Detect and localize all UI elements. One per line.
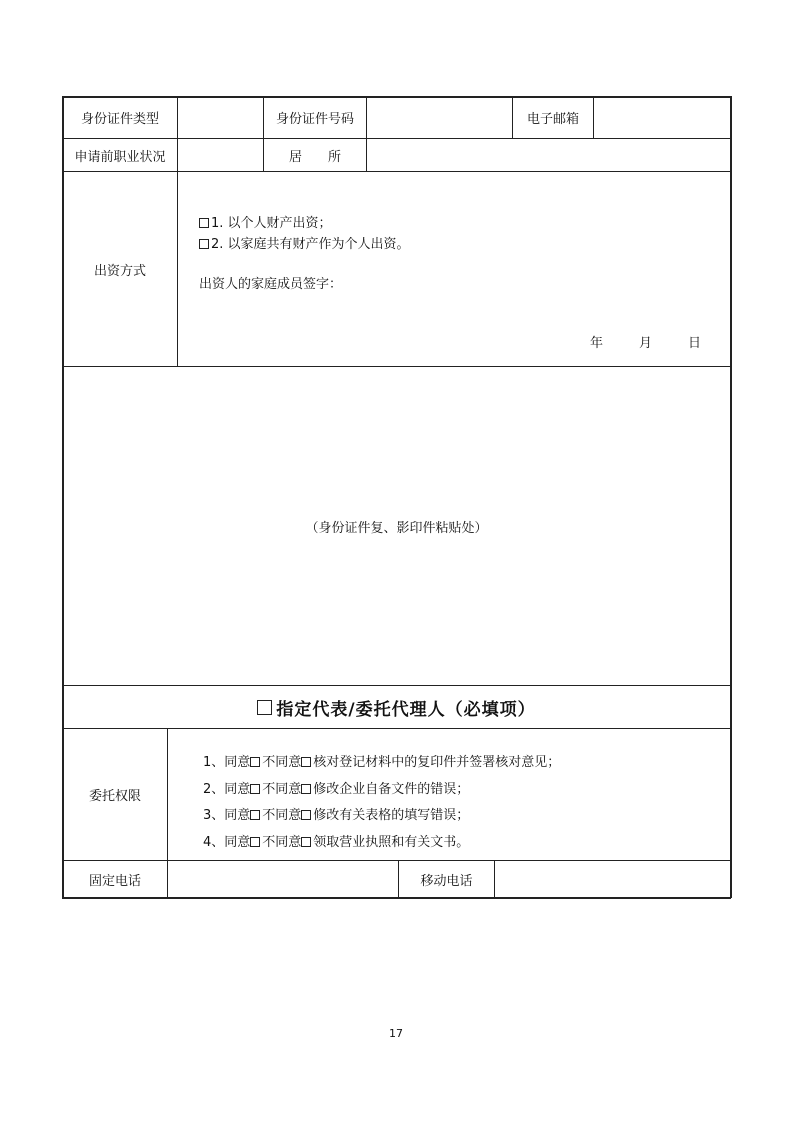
mobile-phone-field[interactable] bbox=[495, 861, 730, 897]
agree-label: 2、同意 bbox=[203, 782, 251, 797]
option-1-checkbox[interactable] bbox=[199, 218, 209, 228]
table-bottom-border bbox=[62, 897, 731, 899]
residence-label: 居 所 bbox=[288, 149, 341, 165]
col-divider bbox=[177, 171, 178, 366]
option-2-checkbox[interactable] bbox=[199, 239, 209, 249]
agree-checkbox[interactable] bbox=[250, 810, 260, 820]
authority-item-1 bbox=[203, 751, 560, 770]
fixed-phone-field[interactable] bbox=[168, 861, 398, 897]
representative-checkbox[interactable] bbox=[257, 700, 272, 715]
investment-option-1[interactable] bbox=[199, 212, 332, 231]
authority-text: 核对登记材料中的复印件并签署核对意见； bbox=[313, 755, 561, 770]
disagree-label: 不同意 bbox=[262, 755, 302, 770]
authority-item-3 bbox=[203, 804, 469, 823]
authority-text: 领取营业执照和有关文书。 bbox=[313, 835, 470, 850]
agree-checkbox[interactable] bbox=[250, 784, 260, 794]
disagree-checkbox[interactable] bbox=[301, 757, 311, 767]
id-copy-paste-area: （身份证件复、影印件粘贴处） bbox=[305, 520, 488, 536]
occupation-field[interactable] bbox=[178, 139, 263, 171]
investment-option-2[interactable] bbox=[199, 233, 410, 252]
agree-checkbox[interactable] bbox=[250, 837, 260, 847]
email-field[interactable] bbox=[594, 97, 730, 138]
option-1-text: 1. 以个人财产出资； bbox=[211, 216, 332, 231]
disagree-label: 不同意 bbox=[262, 782, 302, 797]
id-number-label: 身份证件号码 bbox=[275, 112, 354, 127]
representative-title-text: 指定代表/委托代理人（必填项） bbox=[276, 699, 536, 720]
agree-label: 4、同意 bbox=[203, 835, 251, 850]
date-day-label: 日 bbox=[688, 336, 702, 351]
family-signature-label: 出资人的家庭成员签字： bbox=[199, 277, 343, 292]
email-label: 电子邮箱 bbox=[526, 112, 579, 127]
disagree-label: 不同意 bbox=[262, 808, 302, 823]
agree-label: 3、同意 bbox=[203, 808, 251, 823]
residence-field[interactable] bbox=[367, 139, 730, 171]
id-type-label: 身份证件类型 bbox=[80, 112, 159, 127]
page-number: 17 bbox=[389, 1027, 403, 1040]
representative-section-title bbox=[63, 686, 730, 728]
authority-text: 修改有关表格的填写错误； bbox=[313, 808, 470, 823]
disagree-checkbox[interactable] bbox=[301, 810, 311, 820]
disagree-checkbox[interactable] bbox=[301, 837, 311, 847]
id-number-field[interactable] bbox=[367, 97, 512, 138]
fixed-phone-label: 固定电话 bbox=[88, 873, 141, 889]
authority-label: 委托权限 bbox=[88, 789, 141, 804]
id-type-field[interactable] bbox=[178, 97, 263, 138]
disagree-checkbox[interactable] bbox=[301, 784, 311, 794]
table-right-border bbox=[730, 96, 732, 898]
agree-checkbox[interactable] bbox=[250, 757, 260, 767]
agree-label: 1、同意 bbox=[203, 755, 251, 770]
date-month-label: 月 bbox=[639, 336, 653, 351]
authority-item-4 bbox=[203, 831, 469, 850]
occupation-label: 申请前职业状况 bbox=[74, 149, 166, 165]
option-2-text: 2. 以家庭共有财产作为个人出资。 bbox=[211, 237, 410, 252]
date-year-label: 年 bbox=[590, 336, 604, 351]
authority-item-2 bbox=[203, 778, 469, 797]
disagree-label: 不同意 bbox=[262, 835, 302, 850]
mobile-phone-label: 移动电话 bbox=[420, 873, 473, 889]
investment-label: 出资方式 bbox=[93, 263, 146, 279]
authority-text: 修改企业自备文件的错误； bbox=[313, 782, 470, 797]
